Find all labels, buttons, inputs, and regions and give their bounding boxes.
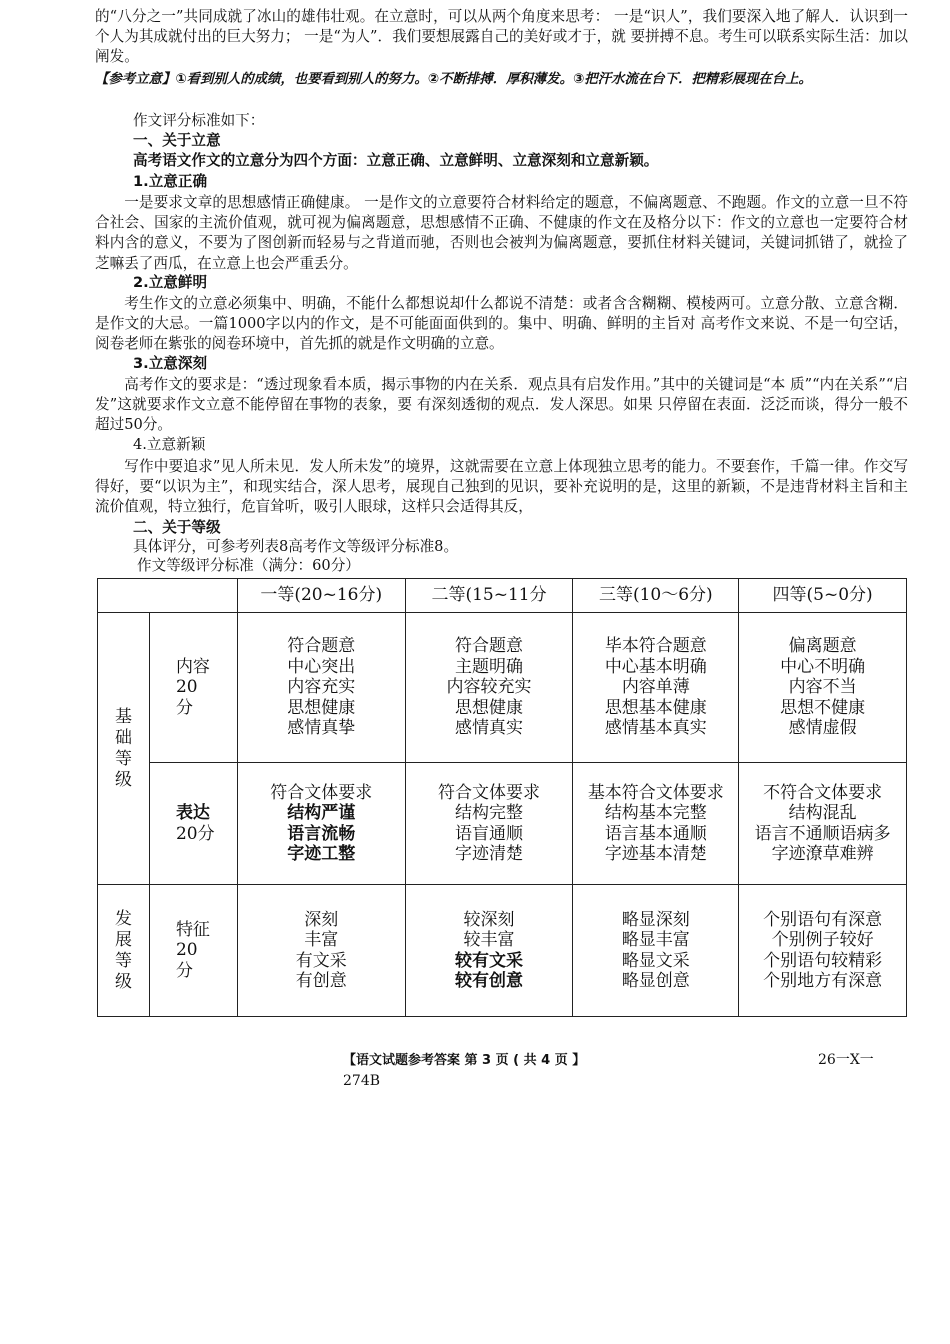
- feature-grade-3: [573, 885, 739, 1017]
- feature-label-line3: 分: [175, 960, 193, 981]
- criterion: 符合题意: [455, 636, 524, 657]
- feature-label-line1: 特征: [175, 919, 210, 940]
- criterion: 内容单薄: [621, 677, 690, 698]
- item1-text: 一是要求文章的思想感情正确健康。 一是作文的立意要符合材料给定的题意，不偏离题意、不跑题。作文的立意一旦不符合社会、国家的主流价值观，就可视为偏离题意，思想感情不正确、不健康的作文在及格分以下：作文的立意也一定要符合材料内含的意义，不要为了图创新而轻易与之背道而驰，否则也会被判为偏离题意，要抓住材料关键词，关键词抓错了，就捡了芝嘛丢了西瓜，在立意上也会严重丢分。: [95, 194, 908, 272]
- feature-grade-2: [405, 885, 573, 1017]
- page-footer-title: 【语文试题参考答案 第 3 页 ( 共 4 页 】: [343, 1053, 586, 1068]
- criterion: 思想健康: [287, 697, 356, 718]
- criterion: 略显文采: [621, 950, 690, 971]
- criterion: 字迹潦草难辨: [771, 844, 874, 864]
- criterion: 符合文体要求: [270, 782, 373, 803]
- criterion: 中心不明确: [780, 656, 866, 677]
- criterion: 主题明确: [455, 656, 524, 677]
- item4-text: 写作中要追求”见人所未见．发人所未发”的境界，这就需要在立意上体现独立思考的能力。不要套作，千篇一律。作交写得好，要“以识为主”，和现实结合，深人思考，展现自己独到的见识，要补充说明的是，这里的新颖，不是违背材料主旨和主流价值观，特立独行，危盲耸听，吸引人眼球，这样只会适得其反，: [95, 458, 908, 516]
- scoring-intro: 作文评分标准如下：: [133, 112, 265, 129]
- header-grade-4: 四等(5~0分): [739, 579, 907, 613]
- content-grade-4: [739, 613, 907, 763]
- item1-title: 1.立意正确: [133, 173, 208, 190]
- content-grade-1: [237, 613, 405, 763]
- criterion: 较有创意: [455, 971, 524, 991]
- expression-grade-2: [405, 763, 573, 885]
- criterion: 略显深刻: [621, 909, 690, 930]
- feature-label-cell: [149, 885, 237, 1017]
- expression-grade-4: [739, 763, 907, 885]
- group-dev-cell: [98, 885, 150, 1017]
- reference-idea: 【参考立意】①看到别人的成绩，也要看到别人的努力。②不断排搏．厚积薄发。③把汗水流在台下．把精彩展现在台上。: [95, 72, 812, 87]
- table-row-feature: [98, 885, 907, 1017]
- page-footer-code: 26一X一: [818, 1052, 874, 1068]
- criterion: 感情基本真实: [604, 718, 707, 739]
- item2-text: 考生作文的立意必须集中、明确，不能什么都想说却什么都说不清楚：或者含含糊糊、模棱两可。立意分散、立意含糊．是作文的大忌。一篇1000字以内的作文，是不可能面面供到的。集中、明确、鲜明的主旨对 高考作文来说、不是一句空话，阅卷老师在紫张的阅卷环境中，首先抓的就是作文明确的立意。: [95, 295, 908, 353]
- criterion: 符合题意: [287, 636, 356, 657]
- criterion: 偏离题意: [788, 636, 857, 657]
- criterion: 中心基本明确: [604, 656, 707, 677]
- header-grade-3: 三等(10～6分): [573, 579, 739, 613]
- criterion: 符合文体要求: [438, 782, 541, 803]
- criterion: 语盲通顺: [455, 823, 524, 844]
- expression-label-cell: [149, 763, 237, 885]
- item3-text: 高考作文的要求是：“透过现象看本质，揭示事物的内在关系．观点具有启发作用。”其中的关键词是“本 质”“内在关系”“启发”这就要求作文立意不能停留在事物的表象，要 有深刻透彻的观点．发人深思。如果 只停留在表面．泛泛而谈，得分一般不超过50分。: [95, 376, 908, 434]
- feature-grade-4: [739, 885, 907, 1017]
- content-label-line2: 20: [175, 677, 198, 698]
- criterion: 思想基本健康: [604, 697, 707, 718]
- criterion: 语言基本通顺: [604, 823, 707, 844]
- content-grade-3: [573, 613, 739, 763]
- criterion: 结构严谨: [287, 803, 356, 823]
- header-grade-2: 二等(15~11分: [405, 579, 573, 613]
- feature-label-line2: 20: [175, 940, 198, 961]
- criterion: 思想健康: [455, 697, 524, 718]
- expression-grade-1: [237, 763, 405, 885]
- table-corner-cell: [98, 579, 238, 613]
- page-footer-subcode: 274B: [343, 1073, 381, 1089]
- group-basic-label: 基础等级: [114, 706, 132, 790]
- intro-paragraph: 的“八分之一”共同成就了冰山的雄伟壮观。在立意时，可以从两个角度来思考： 一是“识人”，我们要深入地了解人．认识到一个人为其成就付出的巨大努力； 一是“为人”．我们要想展露自己的美好或才于，就 要拼搏不息。考生可以联系实际生活：加以阐发。: [95, 8, 908, 66]
- criterion: 字迹清楚: [455, 844, 524, 864]
- criterion: 有创意: [295, 971, 347, 991]
- group-dev-label: 发展等级: [114, 908, 132, 992]
- content-label-line3: 分: [175, 697, 193, 718]
- group-basic-cell: [98, 613, 150, 885]
- criterion: 个别例子较好: [771, 930, 874, 950]
- grading-table: [97, 578, 907, 1017]
- criterion: 略显创意: [621, 971, 690, 991]
- expression-label-line1: 表达: [175, 803, 210, 823]
- criterion: 内容不当: [788, 677, 857, 698]
- criterion: 中心突出: [287, 656, 356, 677]
- criterion: 思想不健康: [780, 697, 866, 718]
- item2-title: 2.立意鲜明: [133, 274, 208, 291]
- criterion: 结构基本完整: [604, 803, 707, 823]
- expression-grade-3: [573, 763, 739, 885]
- criterion: 感情虚假: [788, 718, 857, 739]
- section1-summary: 高考语文作文的立意分为四个方面：立意正确、立意鲜明、立意深刻和立意新颖。: [133, 152, 659, 169]
- content-label-line1: 内容: [175, 656, 210, 677]
- criterion: 基本符合文体要求: [587, 782, 724, 803]
- criterion: 语言不通顺语病多: [754, 823, 891, 844]
- section1-title: 一、关于立意: [133, 132, 221, 149]
- criterion: 较深刻: [463, 909, 515, 930]
- content-label-cell: [149, 613, 237, 763]
- criterion: 较丰富: [463, 930, 515, 950]
- criterion: 内容充实: [287, 677, 356, 698]
- criterion: 个别地方有深意: [763, 971, 883, 991]
- table-row-expression: [98, 763, 907, 885]
- content-grade-2: [405, 613, 573, 763]
- criterion: 感情真实: [455, 718, 524, 739]
- section2-title: 二、关于等级: [133, 519, 221, 536]
- criterion: 字迹基本清楚: [604, 844, 707, 864]
- criterion: 语言流畅: [287, 823, 356, 844]
- item3-title: 3.立意深刻: [133, 355, 208, 372]
- item4-title: 4.立意新颖: [133, 436, 206, 453]
- criterion: 有文采: [295, 950, 347, 971]
- criterion: 感情真挚: [287, 718, 356, 739]
- criterion: 毕本符合题意: [604, 636, 707, 657]
- feature-grade-1: [237, 885, 405, 1017]
- criterion: 结构混乱: [788, 803, 857, 823]
- table-header-row: [98, 579, 907, 613]
- criterion: 内容较充实: [446, 677, 532, 698]
- criterion: 字迹工整: [287, 844, 356, 864]
- criterion: 深刻: [304, 909, 339, 930]
- table-row-content: [98, 613, 907, 763]
- criterion: 不符合文体要求: [763, 782, 883, 803]
- criterion: 较有文采: [455, 950, 524, 971]
- criterion: 丰富: [304, 930, 339, 950]
- header-grade-1: 一等(20~16分): [237, 579, 405, 613]
- criterion: 个别语句较精彩: [763, 950, 883, 971]
- expression-label-line2: 20分: [175, 823, 215, 844]
- criterion: 结构完整: [455, 803, 524, 823]
- section2-text: 具体评分，可参考列表8高考作文等级评分标准8。: [133, 538, 459, 555]
- table-caption: 作文等级评分标准（满分：60分）: [137, 557, 360, 574]
- criterion: 个别语句有深意: [763, 909, 883, 930]
- criterion: 略显丰富: [621, 930, 690, 950]
